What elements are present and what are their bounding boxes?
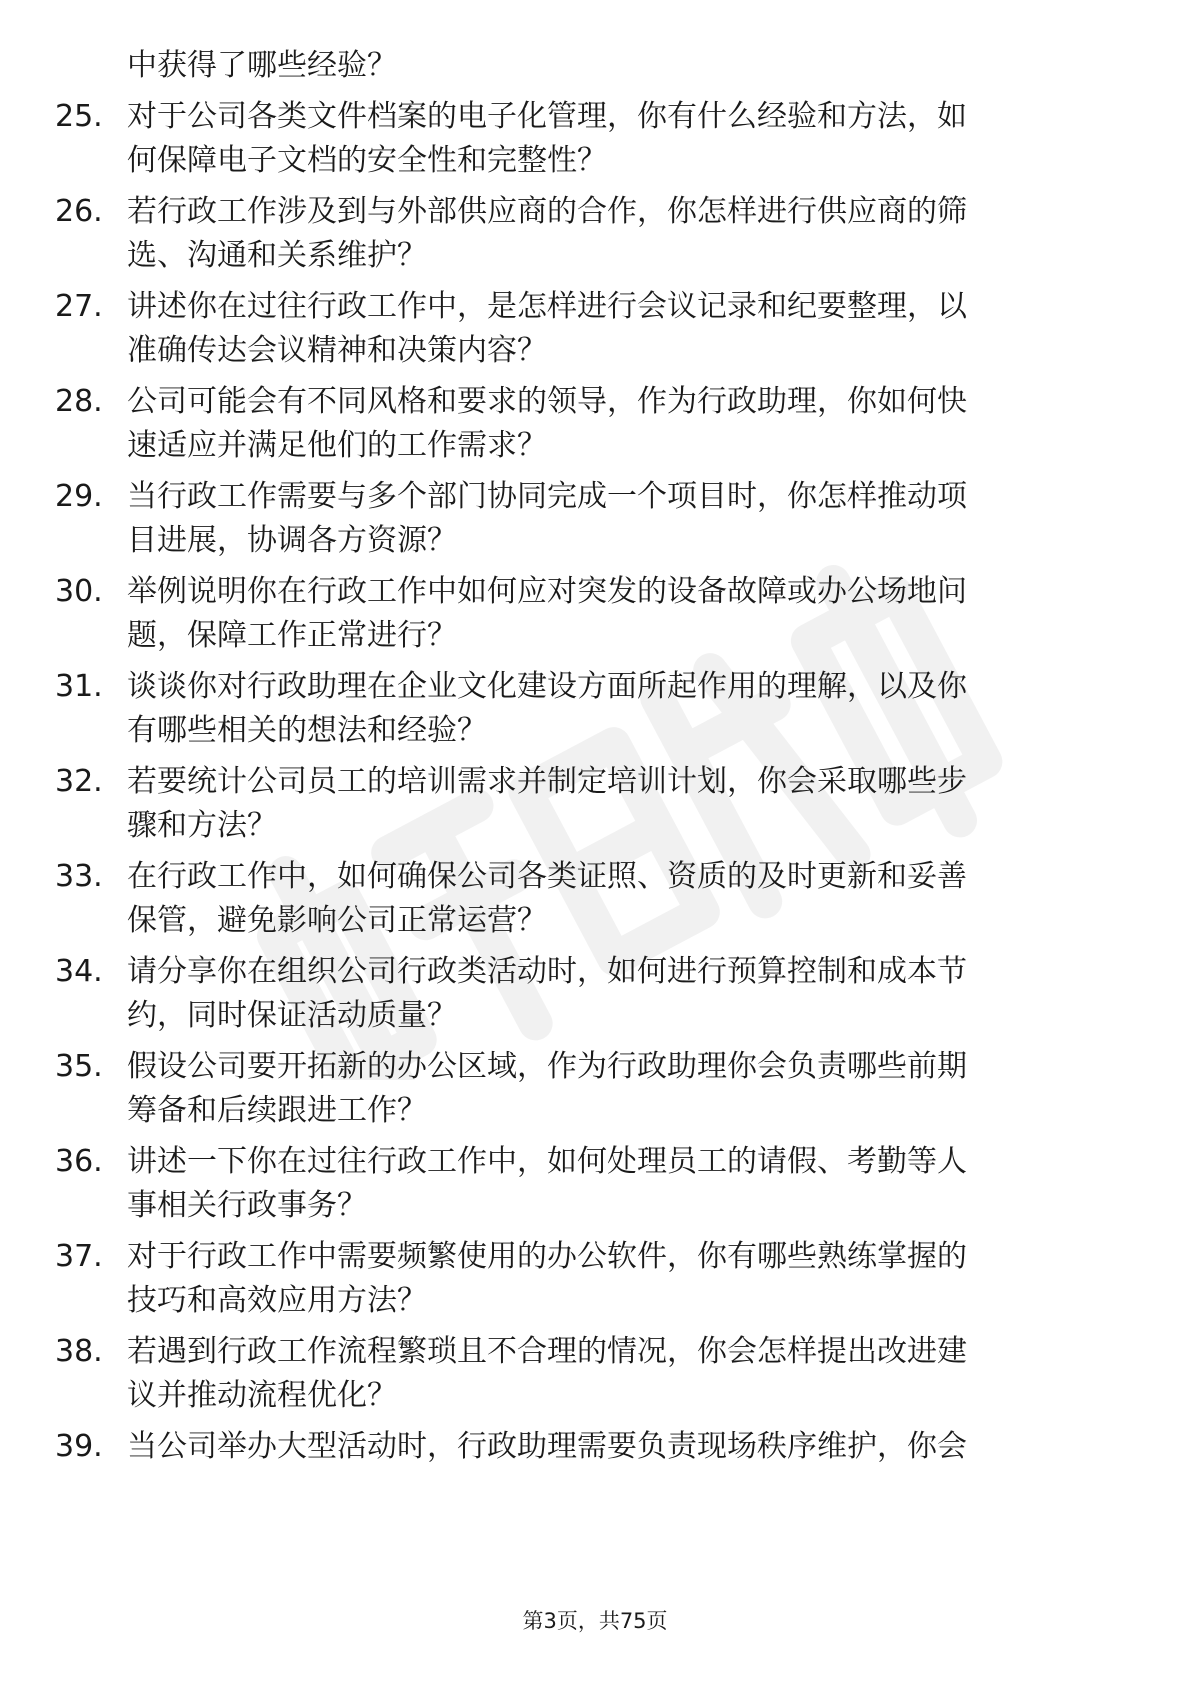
question-number: 34.: [55, 954, 103, 989]
question-item: [55, 95, 1135, 183]
question-text-line: 举例说明你在行政工作中如何应对突发的设备故障或办公场地问: [127, 574, 967, 609]
question-text-line: 速适应并满足他们的工作需求？: [127, 428, 547, 463]
question-text-line: 若遇到行政工作流程繁琐且不合理的情况，你会怎样提出改进建: [127, 1334, 967, 1369]
question-number: 28.: [55, 384, 103, 419]
question-text-line: 有哪些相关的想法和经验？: [127, 713, 487, 748]
question-item: [55, 380, 1135, 468]
question-item: [55, 665, 1135, 753]
question-number: 38.: [55, 1334, 103, 1369]
question-number: 30.: [55, 574, 103, 609]
question-number: 33.: [55, 859, 103, 894]
question-text-line: 请分享你在组织公司行政类活动时，如何进行预算控制和成本节: [127, 954, 967, 989]
question-text-line: 公司可能会有不同风格和要求的领导，作为行政助理，你如何快: [127, 384, 967, 419]
question-number: 36.: [55, 1144, 103, 1179]
question-item: [55, 190, 1135, 278]
question-text-line: 议并推动流程优化？: [127, 1378, 397, 1413]
question-text-line: 若行政工作涉及到与外部供应商的合作，你怎样进行供应商的筛: [127, 194, 967, 229]
question-item: [55, 950, 1135, 1038]
question-text-line: 保管，避免影响公司正常运营？: [127, 903, 547, 938]
question-number: 25.: [55, 99, 103, 134]
question-text-line: 在行政工作中，如何确保公司各类证照、资质的及时更新和妥善: [127, 859, 967, 894]
question-text-line: 事相关行政事务？: [127, 1188, 367, 1223]
question-item: [55, 285, 1135, 373]
question-number: 26.: [55, 194, 103, 229]
question-text-line: 约，同时保证活动质量？: [127, 998, 457, 1033]
question-list: [55, 44, 1135, 1469]
continuation-line: 中获得了哪些经验？: [127, 48, 397, 83]
question-text-line: 选、沟通和关系维护？: [127, 238, 427, 273]
question-number: 29.: [55, 479, 103, 514]
question-item: [55, 570, 1135, 658]
question-item: [55, 1330, 1135, 1418]
question-text-line: 准确传达会议精神和决策内容？: [127, 333, 547, 368]
question-item: [55, 1235, 1135, 1323]
question-text-line: 骤和方法？: [127, 808, 277, 843]
question-text-line: 题，保障工作正常进行？: [127, 618, 457, 653]
question-text-line: 讲述你在过往行政工作中，是怎样进行会议记录和纪要整理，以: [127, 289, 967, 324]
question-number: 31.: [55, 669, 103, 704]
question-item: [55, 1425, 1135, 1469]
question-number: 37.: [55, 1239, 103, 1274]
question-item: [55, 475, 1135, 563]
question-text-line: 当公司举办大型活动时，行政助理需要负责现场秩序维护，你会: [127, 1429, 967, 1464]
question-number: 39.: [55, 1429, 103, 1464]
question-text-line: 假设公司要开拓新的办公区域，作为行政助理你会负责哪些前期: [127, 1049, 967, 1084]
page-footer: 第3页，共75页: [522, 1609, 668, 1633]
question-item: [55, 855, 1135, 943]
question-text-line: 讲述一下你在过往行政工作中，如何处理员工的请假、考勤等人: [127, 1144, 967, 1179]
question-item: [55, 1045, 1135, 1133]
question-number: 27.: [55, 289, 103, 324]
question-text-line: 对于公司各类文件档案的电子化管理，你有什么经验和方法，如: [127, 99, 967, 134]
question-text-line: 若要统计公司员工的培训需求并制定培训计划，你会采取哪些步: [127, 764, 967, 799]
question-item: [55, 1140, 1135, 1228]
question-text-line: 当行政工作需要与多个部门协同完成一个项目时，你怎样推动项: [127, 479, 967, 514]
question-text-line: 何保障电子文档的安全性和完整性？: [127, 143, 607, 178]
question-text-line: 技巧和高效应用方法？: [127, 1283, 427, 1318]
question-text-line: 筹备和后续跟进工作？: [127, 1093, 427, 1128]
question-text-line: 目进展，协调各方资源？: [127, 523, 457, 558]
question-number: 32.: [55, 764, 103, 799]
question-text-line: 谈谈你对行政助理在企业文化建设方面所起作用的理解，以及你: [127, 669, 967, 704]
question-number: 35.: [55, 1049, 103, 1084]
question-item: [55, 760, 1135, 848]
question-text-line: 对于行政工作中需要频繁使用的办公软件，你有哪些熟练掌握的: [127, 1239, 967, 1274]
